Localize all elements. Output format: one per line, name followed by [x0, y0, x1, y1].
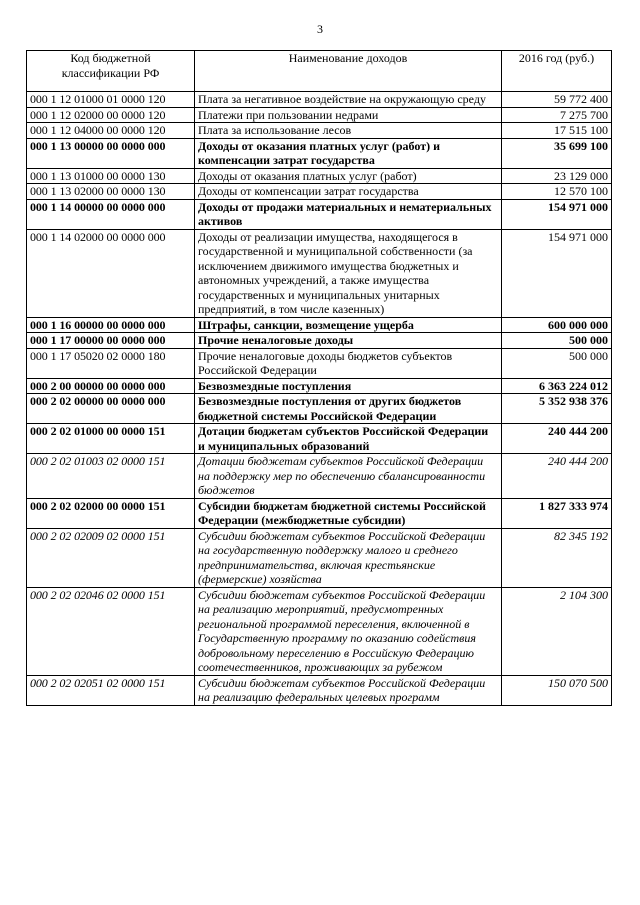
table-row [27, 454, 612, 499]
name-cell: Безвозмездные поступления [195, 378, 502, 394]
code-cell: 000 1 14 02000 00 0000 000 [27, 229, 195, 317]
code-cell: 000 1 16 00000 00 0000 000 [27, 317, 195, 333]
name-cell: Субсидии бюджетам бюджетной системы Российской Федерации (межбюджетные субсидии) [195, 498, 502, 528]
name-cell: Платежи при пользовании недрами [195, 107, 502, 123]
name-cell: Доходы от компенсации затрат государства [195, 184, 502, 200]
code-cell: 000 1 12 04000 00 0000 120 [27, 123, 195, 139]
amount-cell: 150 070 500 [502, 675, 612, 705]
code-cell: 000 2 02 02000 00 0000 151 [27, 498, 195, 528]
code-cell: 000 2 02 02051 02 0000 151 [27, 675, 195, 705]
code-cell: 000 2 02 02009 02 0000 151 [27, 528, 195, 587]
table-row [27, 333, 612, 349]
name-cell: Дотации бюджетам субъектов Российской Федерации и муниципальных образований [195, 424, 502, 454]
table-row [27, 184, 612, 200]
table-row [27, 587, 612, 675]
amount-cell: 240 444 200 [502, 454, 612, 499]
name-cell: Дотации бюджетам субъектов Российской Федерации на поддержку мер по обеспечению сбалансированности бюджетов [195, 454, 502, 499]
name-cell: Безвозмездные поступления от других бюджетов бюджетной системы Российской Федерации [195, 394, 502, 424]
name-cell: Доходы от оказания платных услуг (работ) и компенсации затрат государства [195, 138, 502, 168]
code-cell: 000 2 02 01000 00 0000 151 [27, 424, 195, 454]
table-header [27, 51, 612, 92]
revenue-table [26, 50, 612, 706]
table-row [27, 348, 612, 378]
amount-cell: 500 000 [502, 348, 612, 378]
table-body [27, 92, 612, 706]
name-cell: Субсидии бюджетам субъектов Российской Федерации на государственную поддержку малого и среднего предпринимательства, включая крестьянские (фермерские) хозяйства [195, 528, 502, 587]
code-cell: 000 2 02 00000 00 0000 000 [27, 394, 195, 424]
code-cell: 000 1 13 02000 00 0000 130 [27, 184, 195, 200]
code-cell: 000 2 00 00000 00 0000 000 [27, 378, 195, 394]
amount-cell: 82 345 192 [502, 528, 612, 587]
amount-cell: 154 971 000 [502, 199, 612, 229]
name-cell: Субсидии бюджетам субъектов Российской Федерации на реализацию федеральных целевых программ [195, 675, 502, 705]
amount-cell: 35 699 100 [502, 138, 612, 168]
amount-cell: 1 827 333 974 [502, 498, 612, 528]
code-cell: 000 1 17 05020 02 0000 180 [27, 348, 195, 378]
header-code: Код бюджетной классификации РФ [27, 51, 195, 92]
amount-cell: 7 275 700 [502, 107, 612, 123]
code-cell: 000 1 13 00000 00 0000 000 [27, 138, 195, 168]
table-row [27, 424, 612, 454]
amount-cell: 240 444 200 [502, 424, 612, 454]
name-cell: Доходы от реализации имущества, находящегося в государственной и муниципальной собственности (за исключением движимого имущества бюджетных и автономных учреждений, а также имущества государственных и муниципальных унитарных предприятий, в том числе казенных) [195, 229, 502, 317]
table-row [27, 317, 612, 333]
name-cell: Прочие неналоговые доходы бюджетов субъектов Российской Федерации [195, 348, 502, 378]
table-row [27, 92, 612, 108]
amount-cell: 154 971 000 [502, 229, 612, 317]
name-cell: Плата за негативное воздействие на окружающую среду [195, 92, 502, 108]
amount-cell: 2 104 300 [502, 587, 612, 675]
name-cell: Прочие неналоговые доходы [195, 333, 502, 349]
table-row [27, 394, 612, 424]
name-cell: Плата за использование лесов [195, 123, 502, 139]
amount-cell: 17 515 100 [502, 123, 612, 139]
header-name: Наименование доходов [195, 51, 502, 92]
table-row [27, 675, 612, 705]
table-row [27, 168, 612, 184]
table-row [27, 229, 612, 317]
amount-cell: 12 570 100 [502, 184, 612, 200]
amount-cell: 6 363 224 012 [502, 378, 612, 394]
header-amount: 2016 год (руб.) [502, 51, 612, 92]
amount-cell: 59 772 400 [502, 92, 612, 108]
name-cell: Штрафы, санкции, возмещение ущерба [195, 317, 502, 333]
code-cell: 000 2 02 01003 02 0000 151 [27, 454, 195, 499]
amount-cell: 500 000 [502, 333, 612, 349]
name-cell: Доходы от продажи материальных и нематериальных активов [195, 199, 502, 229]
code-cell: 000 2 02 02046 02 0000 151 [27, 587, 195, 675]
table-row [27, 378, 612, 394]
amount-cell: 5 352 938 376 [502, 394, 612, 424]
table-row [27, 138, 612, 168]
table-row [27, 199, 612, 229]
code-cell: 000 1 17 00000 00 0000 000 [27, 333, 195, 349]
code-cell: 000 1 12 02000 00 0000 120 [27, 107, 195, 123]
table-row [27, 528, 612, 587]
amount-cell: 600 000 000 [502, 317, 612, 333]
name-cell: Субсидии бюджетам субъектов Российской Федерации на реализацию мероприятий, предусмотренных региональной программой переселения, включенной в Государственную программу по оказанию содействия добровольному переселению в Российскую Федерацию соотечественников, проживающих за рубежом [195, 587, 502, 675]
table-row [27, 498, 612, 528]
table-row [27, 123, 612, 139]
name-cell: Доходы от оказания платных услуг (работ) [195, 168, 502, 184]
page-number: 3 [317, 22, 323, 36]
code-cell: 000 1 12 01000 01 0000 120 [27, 92, 195, 108]
code-cell: 000 1 13 01000 00 0000 130 [27, 168, 195, 184]
amount-cell: 23 129 000 [502, 168, 612, 184]
header-row [27, 51, 612, 92]
code-cell: 000 1 14 00000 00 0000 000 [27, 199, 195, 229]
table-row [27, 107, 612, 123]
